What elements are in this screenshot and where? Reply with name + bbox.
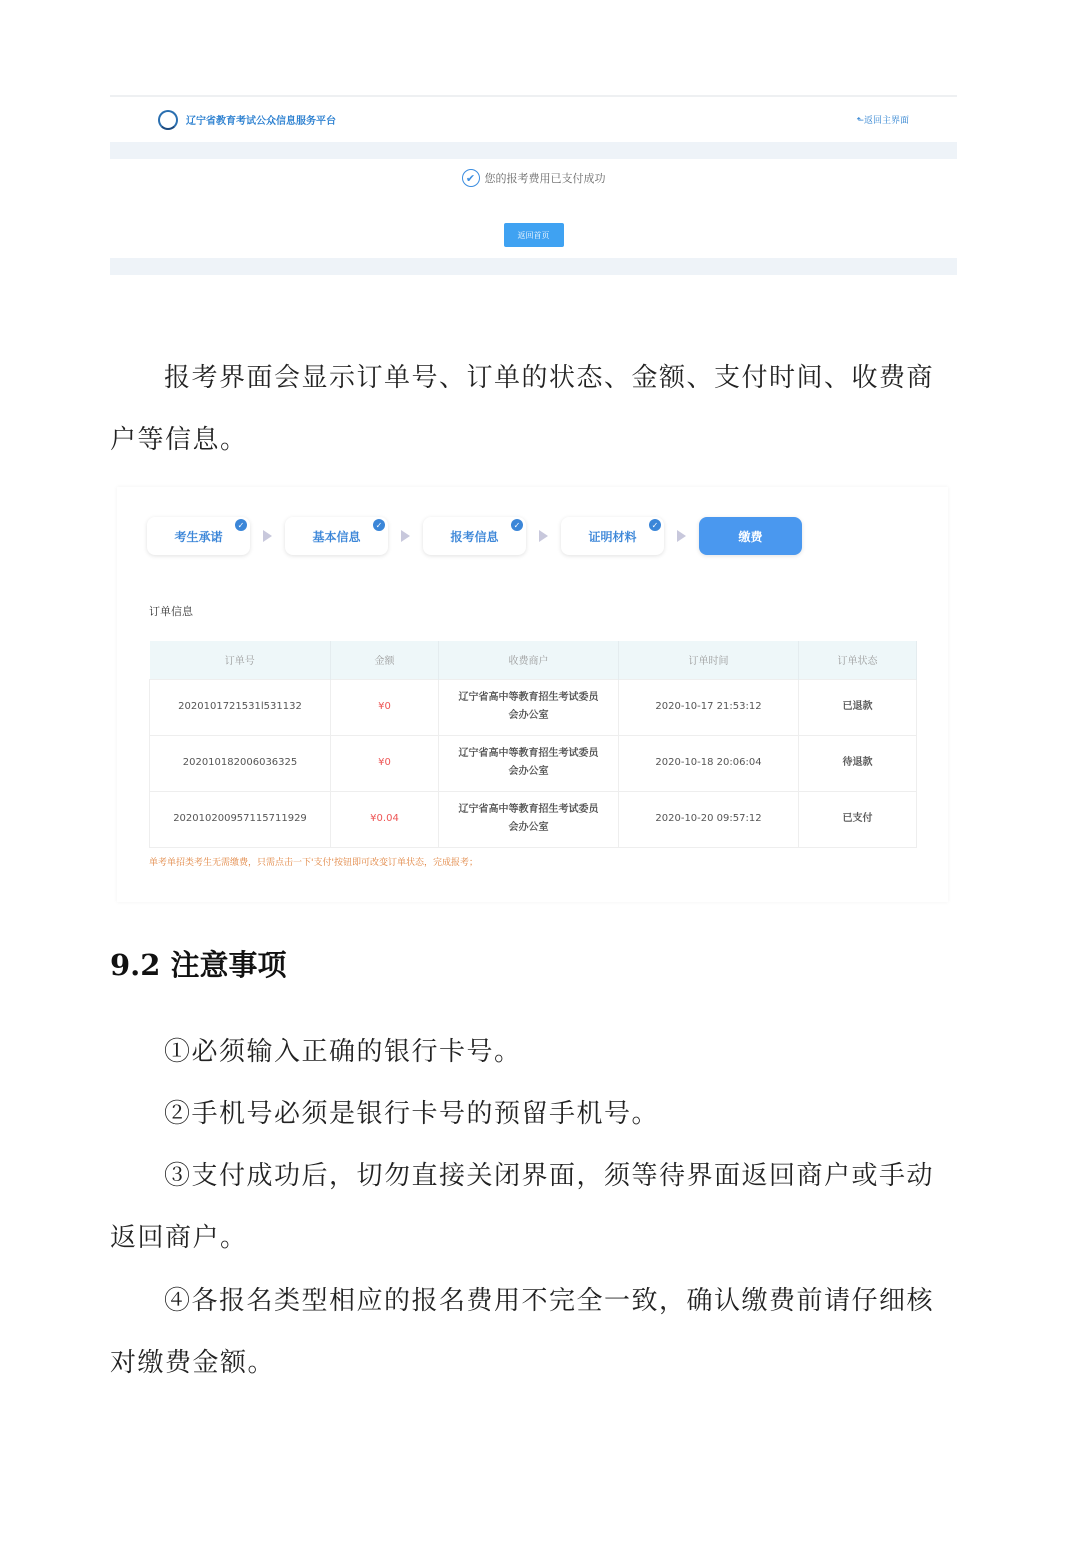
order-time: 2020-10-20 09:57:12 (619, 791, 799, 847)
amount: ¥0 (331, 735, 439, 791)
col-header: 金额 (331, 641, 439, 679)
paragraph: 报考界面会显示订单号、订单的状态、金额、支付时间、收费商户等信息。 (110, 363, 935, 455)
check-circle-icon: ✔ (462, 169, 480, 187)
note-item-4: ④各报名类型相应的报名费用不完全一致，确认缴费前请仔细核对缴费金额。 (110, 1286, 935, 1378)
order-no: 202010182006036325 (150, 735, 331, 791)
divider-band (110, 142, 957, 159)
platform-title: 辽宁省教育考试公众信息服务平台 (186, 116, 336, 127)
logo-icon (158, 110, 178, 130)
order-status: 已支付 (799, 791, 917, 847)
check-icon: ✓ (649, 519, 661, 531)
col-header: 订单时间 (619, 641, 799, 679)
merchant: 辽宁省高中等教育招生考试委员会办公室 (439, 679, 619, 735)
back-main-link[interactable]: ⬑返回主界面 (856, 116, 909, 126)
note-item-2: ②手机号必须是银行卡号的预留手机号。 (164, 1099, 660, 1129)
platform-logo (158, 110, 336, 130)
back-home-button[interactable]: 返回首页 (504, 223, 564, 247)
note-item-3: ③支付成功后，切勿直接关闭界面，须等待界面返回商户或手动返回商户。 (110, 1161, 935, 1253)
step-5-active[interactable] (699, 517, 802, 555)
merchant: 辽宁省高中等教育招生考试委员会办公室 (439, 791, 619, 847)
step-label: 基本信息 (312, 529, 361, 544)
order-status: 待退款 (799, 735, 917, 791)
success-message (110, 169, 957, 187)
order-time: 2020-10-18 20:06:04 (619, 735, 799, 791)
note-item-1: ①必须输入正确的银行卡号。 (164, 1037, 522, 1067)
table-row (150, 679, 917, 735)
merchant: 辽宁省高中等教育招生考试委员会办公室 (439, 735, 619, 791)
step-label: 缴费 (738, 529, 763, 544)
order-no: 202010200957115711929 (150, 791, 331, 847)
amount: ¥0 (331, 679, 439, 735)
arrow-right-icon (401, 530, 410, 542)
col-header: 订单状态 (799, 641, 917, 679)
order-time: 2020-10-17 21:53:12 (619, 679, 799, 735)
divider-band (110, 258, 957, 275)
step-2[interactable] (285, 517, 388, 555)
step-label: 考生承诺 (174, 529, 223, 544)
payment-note: 单考单招类考生无需缴费，只需点击一下'支付'按钮即可改变订单状态，完成报考； (149, 858, 478, 868)
arrow-right-icon (263, 530, 272, 542)
step-label: 报考信息 (450, 529, 499, 544)
table-row (150, 735, 917, 791)
order-no: 2020101721531l531132 (150, 679, 331, 735)
order-status: 已退款 (799, 679, 917, 735)
col-header: 订单号 (150, 641, 331, 679)
order-screenshot (117, 487, 948, 902)
check-icon: ✓ (235, 519, 247, 531)
step-label: 证明材料 (588, 529, 637, 544)
check-icon: ✓ (511, 519, 523, 531)
step-1[interactable] (147, 517, 250, 555)
header (110, 97, 957, 142)
success-text: 您的报考费用已支付成功 (484, 172, 606, 185)
step-bar (147, 517, 802, 555)
col-header: 收费商户 (439, 641, 619, 679)
arrow-right-icon (677, 530, 686, 542)
amount: ¥0.04 (331, 791, 439, 847)
step-3[interactable] (423, 517, 526, 555)
order-table (149, 641, 917, 848)
table-row (150, 791, 917, 847)
step-4[interactable] (561, 517, 664, 555)
check-icon: ✓ (373, 519, 385, 531)
payment-success-screenshot (110, 95, 957, 275)
order-info-title: 订单信息 (149, 605, 193, 618)
arrow-right-icon (539, 530, 548, 542)
section-heading: 9.2 注意事项 (110, 948, 287, 982)
